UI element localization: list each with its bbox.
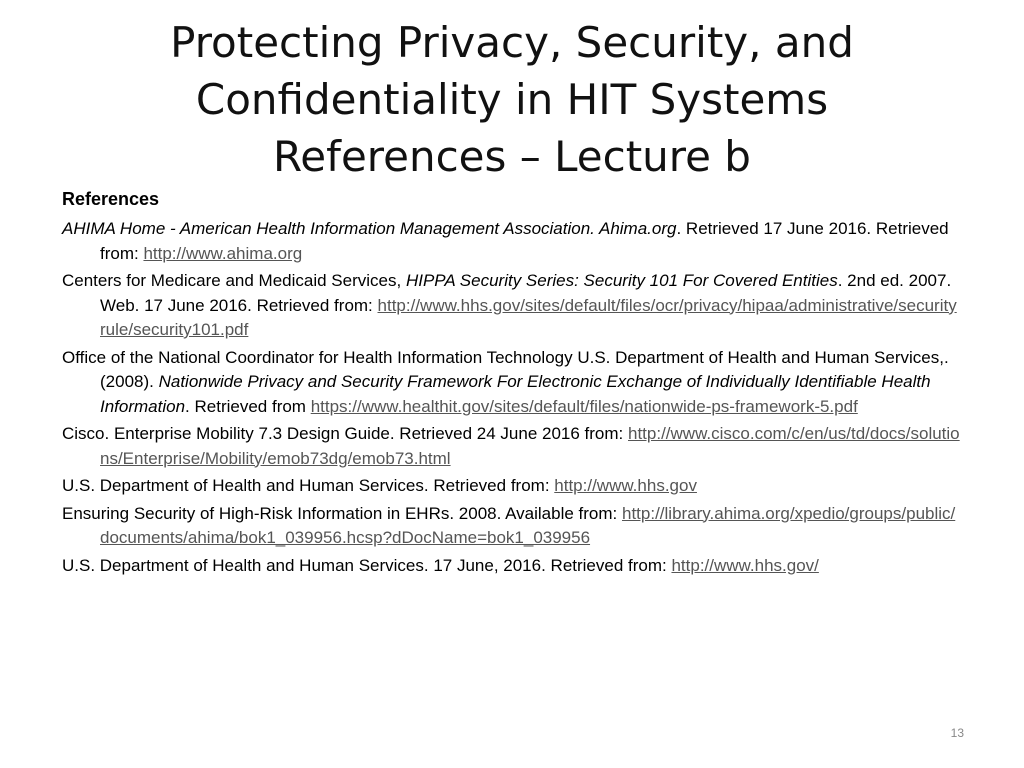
reference-text: . 2nd ed. 2007. Web. 17 June 2016. Retrieved from: bbox=[100, 271, 952, 315]
reference-link-security101[interactable]: http://www.hhs.gov/sites/default/files/ocr/privacy/hipaa/administrative/securityrule/security101.pdf bbox=[100, 295, 957, 339]
reference-link-hhs-slash[interactable]: http://www.hhs.gov/ bbox=[671, 555, 819, 575]
reference-link-ahima[interactable]: http://www.ahima.org bbox=[143, 243, 303, 263]
reference-list bbox=[62, 217, 962, 581]
page-number: 13 bbox=[950, 726, 964, 740]
reference-link-ahima-library[interactable]: http://library.ahima.org/xpedio/groups/public/documents/ahima/bok1_039956.hcsp?dDocName=bok1_039956 bbox=[100, 503, 956, 547]
reference-text: U.S. Department of Health and Human Services. 17 June, 2016. Retrieved from: bbox=[62, 555, 672, 575]
reference-item-cms bbox=[62, 269, 962, 343]
reference-text: Centers for Medicare and Medicaid Services, bbox=[62, 271, 406, 290]
reference-text: Office of the National Coordinator for Health Information Technology U.S. Department of Health and Human Services,. (2008). bbox=[62, 347, 949, 391]
reference-text: Ensuring Security of High-Risk Information in EHRs. 2008. Available from: bbox=[62, 503, 622, 523]
title-line-3: References – Lecture b bbox=[273, 132, 751, 181]
slide-title bbox=[0, 14, 1024, 185]
reference-text: Cisco. Enterprise Mobility 7.3 Design Guide. Retrieved 24 June 2016 from: bbox=[62, 424, 628, 443]
reference-text: U.S. Department of Health and Human Services. Retrieved from: bbox=[62, 476, 555, 495]
reference-item-ahima bbox=[62, 217, 962, 266]
title-line-2: Confidentiality in HIT Systems bbox=[195, 75, 829, 124]
reference-link-cisco[interactable]: http://www.cisco.com/c/en/us/td/docs/solutions/Enterprise/Mobility/emob73dg/emob73.html bbox=[100, 424, 960, 468]
reference-item-hhs-2016 bbox=[62, 554, 962, 579]
reference-title: AHIMA Home - American Health Information Management Association. Ahima.org bbox=[62, 219, 677, 238]
reference-title: HIPPA Security Series: Security 101 For Covered Entities bbox=[405, 271, 838, 290]
reference-title: Nationwide Privacy and Security Framework For Electronic Exchange of Individually Identifiable Health Information bbox=[100, 372, 931, 416]
reference-item-cisco bbox=[62, 422, 962, 471]
reference-text: . Retrieved 17 June 2016. Retrieved from: bbox=[100, 219, 949, 263]
title-line-1: Protecting Privacy, Security, and bbox=[170, 18, 854, 67]
reference-link-hhs[interactable]: http://www.hhs.gov bbox=[554, 476, 697, 495]
reference-link-healthit[interactable]: https://www.healthit.gov/sites/default/files/nationwide-ps-framework-5.pdf bbox=[310, 396, 858, 416]
reference-item-ehr-security bbox=[62, 502, 962, 551]
references-heading: References bbox=[62, 189, 160, 209]
reference-item-onc bbox=[62, 346, 962, 420]
reference-item-hhs bbox=[62, 474, 962, 499]
reference-text: . Retrieved from bbox=[185, 396, 311, 416]
